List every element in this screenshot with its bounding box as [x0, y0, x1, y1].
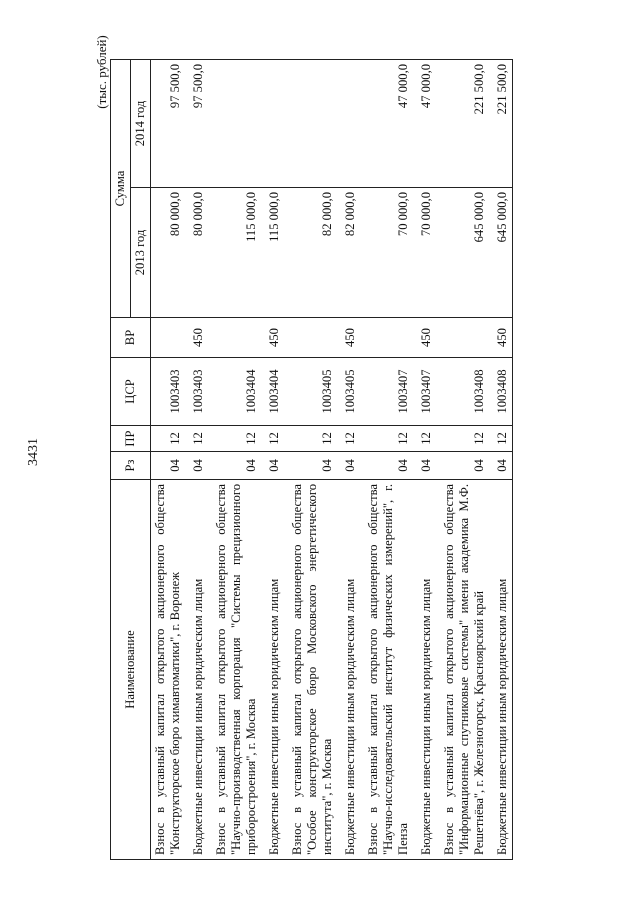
row-pr: 12 [151, 426, 186, 452]
row-vr: 450 [185, 318, 208, 358]
budget-table [110, 59, 513, 860]
row-csr: 1003404 [261, 358, 284, 426]
row-vr: 450 [261, 318, 284, 358]
row-pr: 12 [360, 426, 413, 452]
row-pr: 12 [337, 426, 360, 452]
row-pr: 12 [208, 426, 261, 452]
row-name: Взнос в уставный капитал открытого акционерного общества "Конструкторское бюро химавтоматики", г. Воронеж [151, 480, 186, 860]
row-rz: 04 [261, 452, 284, 480]
units-label: (тыс. рублей) [94, 35, 109, 109]
table-row [208, 59, 261, 859]
row-vr [151, 318, 186, 358]
row-2013: 645 000,0 [436, 188, 489, 318]
row-rz: 04 [284, 452, 337, 480]
table-row [185, 59, 208, 859]
row-rz: 04 [337, 452, 360, 480]
row-pr: 12 [489, 426, 513, 452]
row-pr: 12 [436, 426, 489, 452]
table-row [151, 59, 186, 859]
row-csr: 1003404 [208, 358, 261, 426]
row-2013: 80 000,0 [185, 188, 208, 318]
table-row [436, 59, 489, 859]
row-vr [284, 318, 337, 358]
row-pr: 12 [185, 426, 208, 452]
row-rz: 04 [151, 452, 186, 480]
row-vr [436, 318, 489, 358]
row-rz: 04 [489, 452, 513, 480]
row-2014: 221 500,0 [436, 59, 489, 187]
row-2014: 97 500,0 [185, 59, 208, 187]
row-name: Бюджетные инвестиции иным юридическим лицам [261, 480, 284, 860]
row-name: Взнос в уставный капитал открытого акционерного общества "Особое конструкторское бюро Московского энергетического института", г. Москва [284, 480, 337, 860]
row-csr: 1003408 [436, 358, 489, 426]
header-2013: 2013 год [131, 188, 151, 318]
row-name: Взнос в уставный капитал открытого акционерного общества "Научно-исследовательский институт физических измерений", г. Пенза [360, 480, 413, 860]
row-2013: 82 000,0 [337, 188, 360, 318]
row-csr: 1003405 [284, 358, 337, 426]
page-number: 3431 [26, 438, 41, 466]
row-2014: 47 000,0 [413, 59, 436, 187]
header-vr: ВР [111, 318, 151, 358]
row-pr: 12 [261, 426, 284, 452]
row-2014 [284, 59, 337, 187]
row-2014 [337, 59, 360, 187]
header-csr: ЦСР [111, 358, 151, 426]
row-2013: 115 000,0 [261, 188, 284, 318]
row-csr: 1003405 [337, 358, 360, 426]
row-vr: 450 [337, 318, 360, 358]
table-row [337, 59, 360, 859]
row-pr: 12 [413, 426, 436, 452]
row-csr: 1003403 [151, 358, 186, 426]
table-row [261, 59, 284, 859]
row-2013: 115 000,0 [208, 188, 261, 318]
row-2013: 70 000,0 [413, 188, 436, 318]
table-row [360, 59, 413, 859]
row-rz: 04 [360, 452, 413, 480]
row-csr: 1003407 [413, 358, 436, 426]
row-2014: 47 000,0 [360, 59, 413, 187]
row-name: Бюджетные инвестиции иным юридическим лицам [185, 480, 208, 860]
row-csr: 1003408 [489, 358, 513, 426]
row-csr: 1003407 [360, 358, 413, 426]
row-name: Взнос в уставный капитал открытого акционерного общества "Научно-производственная корпорация "Системы прецизионного приборостроения", г. Москва [208, 480, 261, 860]
row-2014: 97 500,0 [151, 59, 186, 187]
header-2014: 2014 год [131, 59, 151, 187]
row-2013: 70 000,0 [360, 188, 413, 318]
row-vr [360, 318, 413, 358]
header-rz: Рз [111, 452, 151, 480]
row-vr: 450 [413, 318, 436, 358]
row-pr: 12 [284, 426, 337, 452]
table-row [489, 59, 513, 859]
row-vr [208, 318, 261, 358]
row-2014 [261, 59, 284, 187]
row-rz: 04 [185, 452, 208, 480]
header-name: Наименование [111, 480, 151, 860]
row-name: Бюджетные инвестиции иным юридическим лицам [413, 480, 436, 860]
table-row [284, 59, 337, 859]
rotated-page-content [110, 40, 570, 860]
row-rz: 04 [208, 452, 261, 480]
row-2013: 80 000,0 [151, 188, 186, 318]
row-2014 [208, 59, 261, 187]
table-row [413, 59, 436, 859]
header-sum: Сумма [111, 59, 131, 317]
row-2013: 82 000,0 [284, 188, 337, 318]
row-csr: 1003403 [185, 358, 208, 426]
header-pr: ПР [111, 426, 151, 452]
row-2014: 221 500,0 [489, 59, 513, 187]
row-2013: 645 000,0 [489, 188, 513, 318]
row-rz: 04 [436, 452, 489, 480]
row-name: Бюджетные инвестиции иным юридическим лицам [337, 480, 360, 860]
row-name: Взнос в уставный капитал открытого акционерного общества "Информационные спутниковые системы" имени академика М.Ф. Решетнёва", г. Железногорск, Красноярский край [436, 480, 489, 860]
row-vr: 450 [489, 318, 513, 358]
row-rz: 04 [413, 452, 436, 480]
row-name: Бюджетные инвестиции иным юридическим лицам [489, 480, 513, 860]
